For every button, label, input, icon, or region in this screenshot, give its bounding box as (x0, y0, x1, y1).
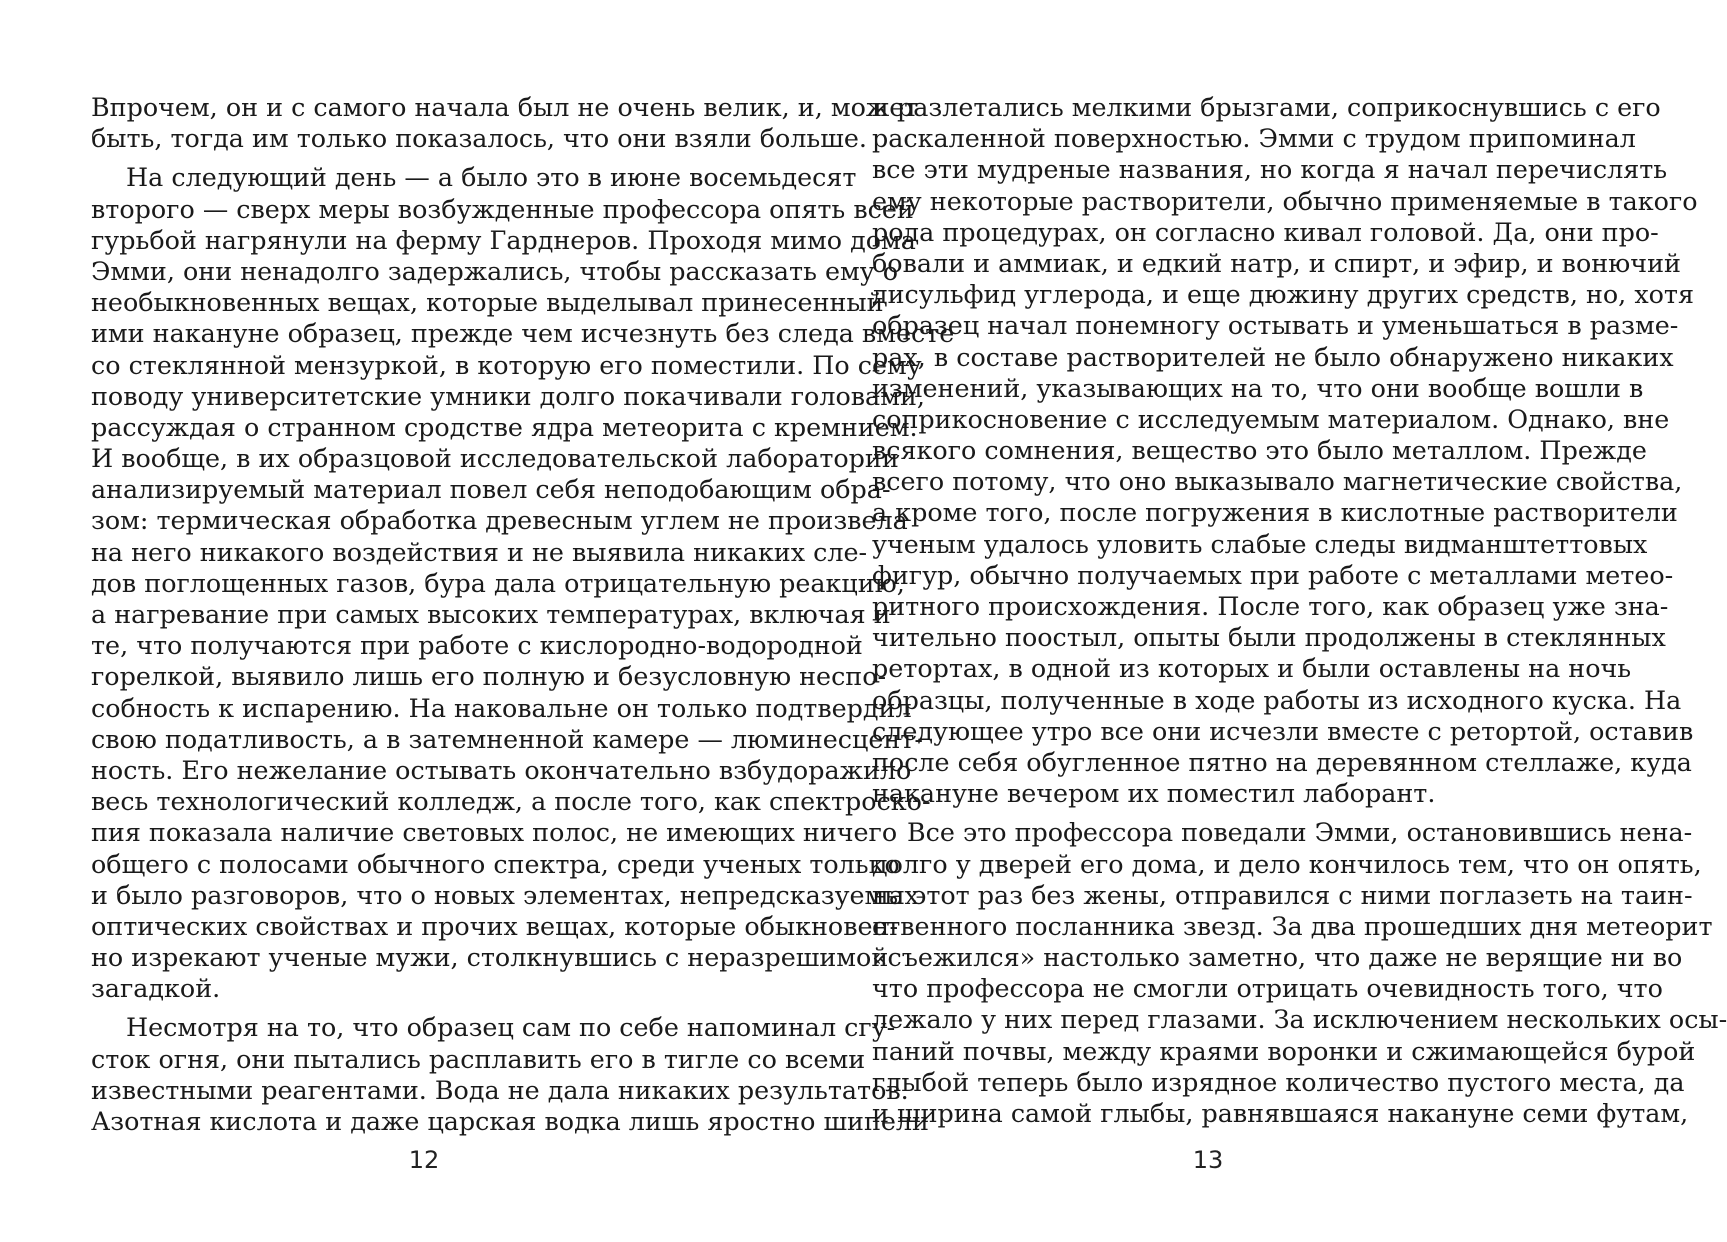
text-line: следующее утро все они исчезли вместе с ретортой, оставив (872, 715, 1694, 746)
right-page-number: 13 (1192, 1146, 1224, 1174)
text-line: Все это профессора поведали Эмми, остановившись нена- (907, 817, 1693, 848)
text-line: бовали и аммиак, и едкий натр, и спирт, и эфир, и вонючий (872, 247, 1681, 278)
text-line: на этот раз без жены, отправился с ними поглазеть на таин- (872, 879, 1693, 910)
text-line: зом: термическая обработка древесным углем не произвела (91, 505, 908, 536)
text-line: соприкосновение с исследуемым материалом. Однако, вне (872, 403, 1670, 434)
text-line: Азотная кислота и даже царская водка лишь яростно шипели (91, 1106, 929, 1136)
text-line: свою податливость, а в затемненной камере — люминесцент- (91, 723, 923, 754)
text-line: глыбой теперь было изрядное количество пустого места, да (872, 1066, 1685, 1097)
text-line: накануне вечером их поместил лаборант. (872, 778, 1436, 809)
text-line: ственного посланника звезд. За два прошедших дня метеорит (872, 910, 1713, 941)
text-line: рах, в составе растворителей не было обнаружено никаких (872, 341, 1674, 372)
text-line: и ширина самой глыбы, равнявшаяся накануне семи футам, (872, 1098, 1689, 1128)
text-line: На следующий день — а было это в июне восемьдесят (126, 162, 857, 193)
text-line: ему некоторые растворители, обычно применяемые в такого (872, 185, 1698, 216)
text-line: всего потому, что оно выказывало магнетические свойства, (872, 466, 1683, 497)
text-line: ретортах, в одной из которых и были оставлены на ночь (872, 653, 1632, 684)
text-line: сток огня, они пытались расплавить его в тигле со всеми (91, 1043, 866, 1074)
text-line: все эти мудреные названия, но когда я начал перечислять (872, 154, 1668, 185)
text-line: раскаленной поверхностью. Эмми с трудом припоминал (872, 123, 1636, 154)
text-line: поводу университетские умники долго покачивали головами, (91, 380, 925, 411)
text-line: горелкой, выявило лишь его полную и безусловную неспо- (91, 661, 887, 692)
text-line: оптических свойствах и прочих вещах, которые обыкновен- (91, 910, 899, 941)
text-line: весь технологический колледж, а после того, как спектроско- (91, 786, 931, 817)
text-line: известными реагентами. Вода не дала никаких результатов. (91, 1074, 909, 1105)
text-line: те, что получаются при работе с кислородно-водородной (91, 630, 863, 661)
left-page (91, 92, 955, 1172)
text-line: а кроме того, после погружения в кислотные растворители (872, 497, 1678, 528)
text-line: пия показала наличие световых полос, не имеющих ничего (91, 817, 898, 848)
text-line: И вообще, в их образцовой исследовательской лаборатории (91, 443, 899, 474)
text-line: «съежился» настолько заметно, что даже не верящие ни во (872, 942, 1683, 973)
text-line: дисульфид углерода, и еще дюжину других средств, но, хотя (872, 279, 1694, 310)
text-line: изменений, указывающих на то, что они вообще вошли в (872, 372, 1644, 403)
text-line: дов поглощенных газов, бура дала отрицательную реакцию, (91, 567, 905, 598)
text-line: а нагревание при самых высоких температурах, включая и (91, 599, 891, 629)
right-page (872, 92, 1727, 1172)
paragraph-gap (91, 1004, 781, 1012)
text-line: Впрочем, он и с самого начала был не очень велик, и, может (91, 92, 919, 122)
text-line: ритного происхождения. После того, как образец уже зна- (872, 591, 1669, 621)
text-line: всякого сомнения, вещество это было металлом. Прежде (872, 435, 1647, 466)
text-line: паний почвы, между краями воронки и сжимающейся бурой (872, 1035, 1696, 1066)
text-line: и разлетались мелкими брызгами, соприкоснувшись с его (872, 92, 1661, 122)
text-line: общего с полосами обычного спектра, среди ученых только (91, 848, 900, 879)
text-line: фигур, обычно получаемых при работе с металлами метео- (872, 559, 1674, 590)
text-line: образцы, полученные в ходе работы из исходного куска. На (872, 684, 1682, 715)
text-line: долго у дверей его дома, и дело кончилось тем, что он опять, (872, 848, 1702, 879)
text-line: после себя обугленное пятно на деревянном стеллаже, куда (872, 746, 1692, 777)
text-line: анализируемый материал повел себя неподобающим обра- (91, 474, 891, 505)
text-line: что профессора не смогли отрицать очевидность того, что (872, 973, 1663, 1004)
text-line: но изрекают ученые мужи, столкнувшись с неразрешимой (91, 942, 889, 973)
text-line: Эмми, они ненадолго задержались, чтобы рассказать ему о (91, 255, 899, 286)
text-line: загадкой. (91, 973, 221, 1004)
text-line: ность. Его нежелание остывать окончательно взбудоражило (91, 754, 912, 785)
text-line: лежало у них перед глазами. За исключением нескольких осы- (872, 1004, 1727, 1035)
text-line: собность к испарению. На наковальне он только подтвердил (91, 692, 912, 723)
paragraph-gap (91, 154, 781, 162)
text-line: ими накануне образец, прежде чем исчезнуть без следа вместе (91, 318, 955, 349)
text-line: на него никакого воздействия и не выявила никаких сле- (91, 536, 868, 567)
text-line: рассуждая о странном сродстве ядра метеорита с кремнием. (91, 411, 918, 442)
text-line: и было разговоров, что о новых элементах, непредсказуемых (91, 879, 919, 910)
text-line: необыкновенных вещах, которые выделывал принесенный (91, 287, 884, 318)
text-line: быть, тогда им только показалось, что они взяли больше. (91, 123, 867, 154)
paragraph-gap (872, 809, 1562, 817)
left-page-number: 12 (408, 1146, 440, 1174)
text-line: рода процедурах, он согласно кивал головой. Да, они про- (872, 216, 1659, 247)
text-line: второго — сверх меры возбужденные профессора опять всей (91, 193, 914, 224)
text-line: со стеклянной мензуркой, в которую его поместили. По сему (91, 349, 922, 380)
text-line: чительно поостыл, опыты были продолжены в стеклянных (872, 622, 1666, 653)
text-line: гурьбой нагрянули на ферму Гарднеров. Проходя мимо дома (91, 224, 916, 255)
text-line: образец начал понемногу остывать и уменьшаться в разме- (872, 310, 1679, 341)
text-line: Несмотря на то, что образец сам по себе напоминал сгу- (126, 1012, 896, 1043)
text-line: ученым удалось уловить слабые следы видманштеттовых (872, 528, 1648, 559)
